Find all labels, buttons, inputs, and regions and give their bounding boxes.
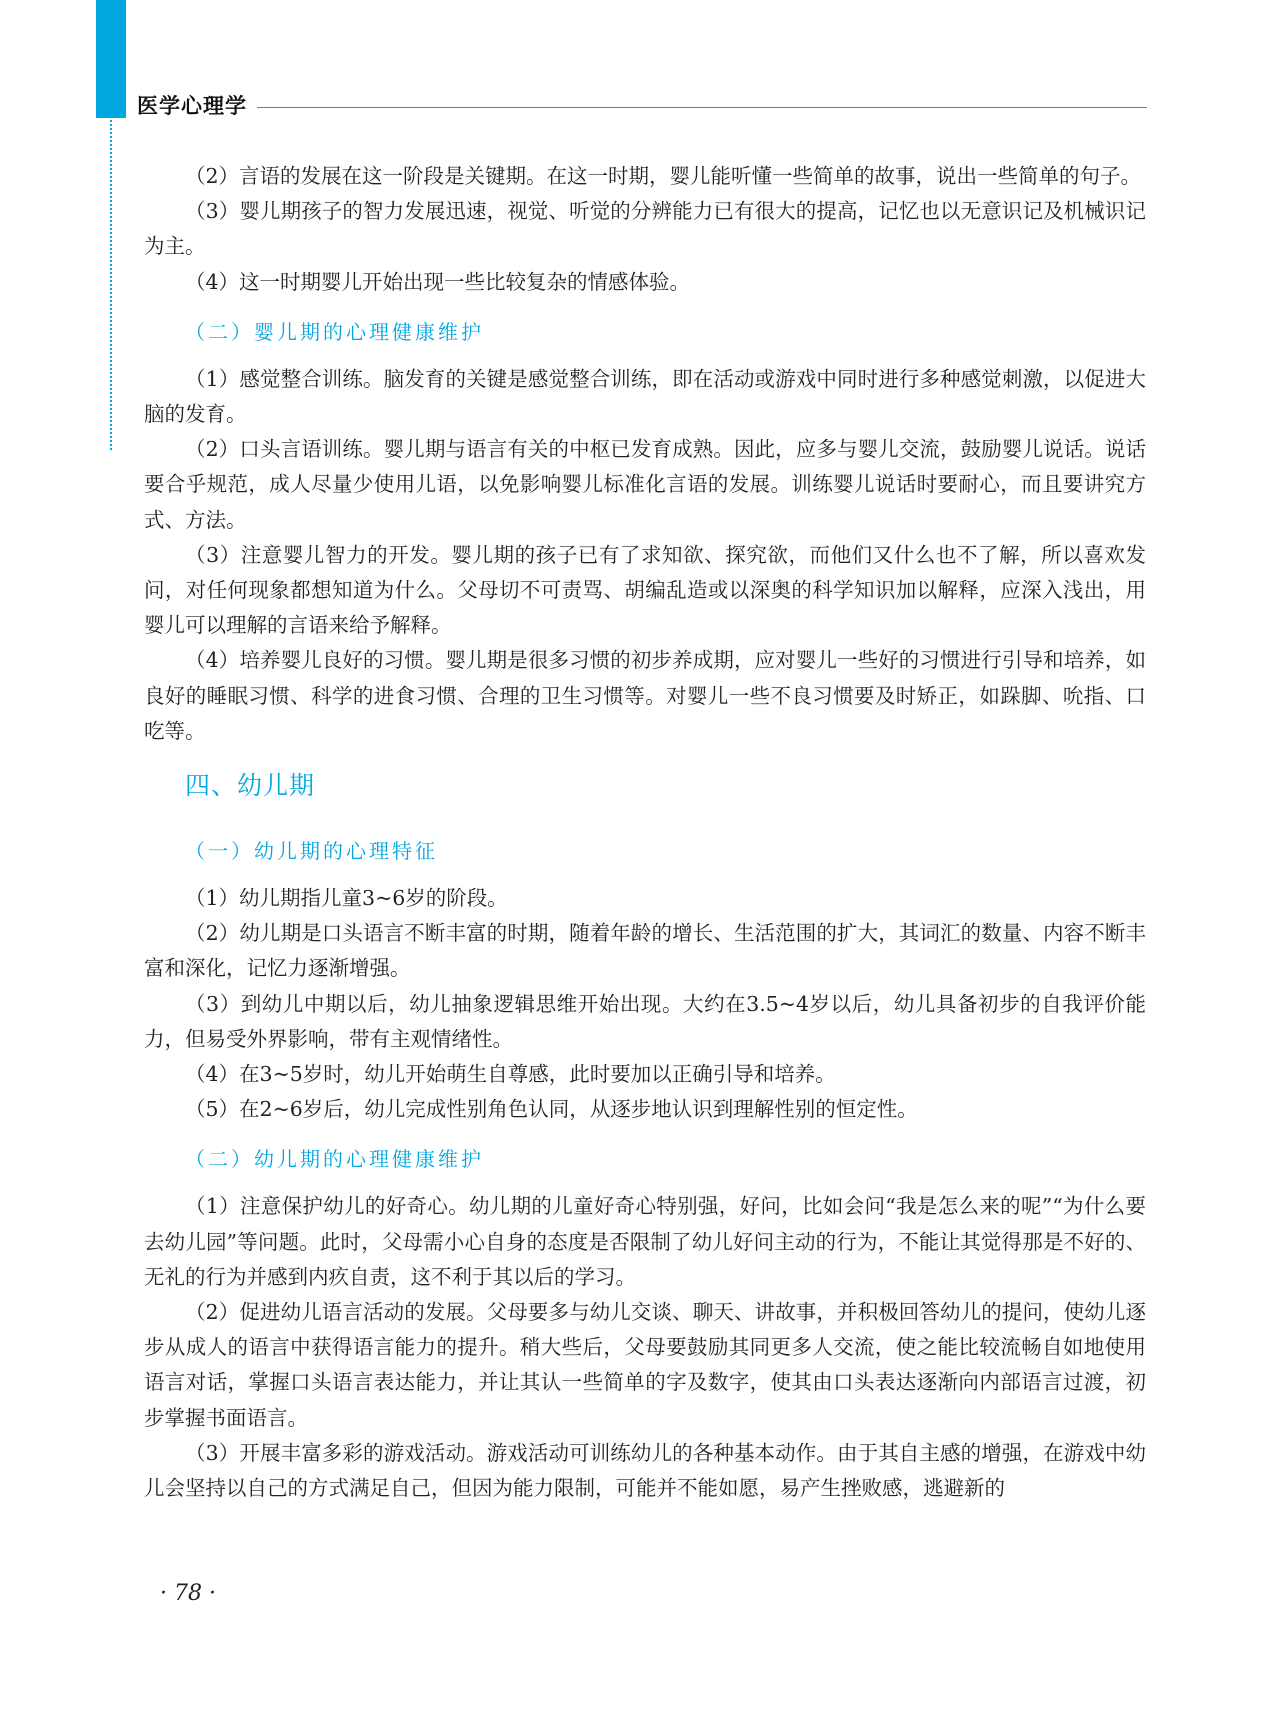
subheading-child-traits: （一）幼儿期的心理特征 [185, 839, 438, 864]
paragraph: （1）感觉整合训练。脑发育的关键是感觉整合训练，即在活动或游戏中同时进行多种感觉刺激，以促进大脑的发育。 [144, 366, 1146, 427]
page-body [144, 159, 1146, 1506]
paragraph: （3）婴儿期孩子的智力发展迅速，视觉、听觉的分辨能力已有很大的提高，记忆也以无意识记及机械识记为主。 [144, 199, 1146, 259]
book-title: 医学心理学 [137, 94, 247, 118]
page-number: · 78 · [160, 1581, 216, 1606]
header-accent-bar [96, 0, 126, 118]
header-rule [257, 107, 1147, 108]
paragraph: （3）到幼儿中期以后，幼儿抽象逻辑思维开始出现。大约在3.5~4岁以后，幼儿具备初步的自我评价能力，但易受外界影响，带有主观情绪性。 [144, 991, 1146, 1051]
paragraph: （5）在2~6岁后，幼儿完成性别角色认同，从逐步地认识到理解性别的恒定性。 [185, 1097, 918, 1122]
paragraph: （2）言语的发展在这一阶段是关键期。在这一时期，婴儿能听懂一些简单的故事，说出一些简单的句子。 [185, 164, 1142, 188]
section-heading: 四、幼儿期 [185, 771, 316, 801]
paragraph: （2）口头言语训练。婴儿期与语言有关的中枢已发育成熟。因此，应多与婴儿交流，鼓励婴儿说话。说话要合乎规范，成人尽量少使用儿语，以免影响婴儿标准化言语的发展。训练婴儿说话时要耐心，而且要讲究方式、方法。 [144, 437, 1146, 532]
paragraph: （4）在3~5岁时，幼儿开始萌生自尊感，此时要加以正确引导和培养。 [185, 1062, 836, 1087]
paragraph: （4）这一时期婴儿开始出现一些比较复杂的情感体验。 [185, 269, 691, 294]
paragraph: （2）幼儿期是口头语言不断丰富的时期，随着年龄的增长、生活范围的扩大，其词汇的数量、内容不断丰富和深化，记忆力逐渐增强。 [144, 921, 1146, 981]
paragraph: （3）注意婴儿智力的开发。婴儿期的孩子已有了求知欲、探究欲，而他们又什么也不了解，所以喜欢发问，对任何现象都想知道为什么。父母切不可责骂、胡编乱造或以深奥的科学知识加以解释，应深入浅出，用婴儿可以理解的言语来给予解释。 [144, 542, 1146, 638]
paragraph: （1）注意保护幼儿的好奇心。幼儿期的儿童好奇心特别强，好问，比如会问“我是怎么来的呢”“为什么要去幼儿园”等问题。此时，父母需小心自身的态度是否限制了幼儿好问主动的行为，不能让其觉得那是不好的、无礼的行为并感到内疚自责，这不利于其以后的学习。 [144, 1194, 1146, 1289]
subheading-child-care: （二）幼儿期的心理健康维护 [185, 1147, 484, 1172]
paragraph: （2）促进幼儿语言活动的发展。父母要多与幼儿交谈、聊天、讲故事，并积极回答幼儿的提问，使幼儿逐步从成人的语言中获得语言能力的提升。稍大些后，父母要鼓励其同更多人交流，使之能比较流畅自如地使用语言对话，掌握口头语言表达能力，并让其认一些简单的字及数字，使其由口头表达逐渐向内部语言过渡，初步掌握书面语言。 [144, 1300, 1146, 1430]
paragraph: （1）幼儿期指儿童3~6岁的阶段。 [185, 886, 508, 911]
subheading-infant-care: （二）婴儿期的心理健康维护 [185, 319, 484, 344]
margin-dotted-line [110, 120, 112, 450]
running-header [137, 92, 1147, 122]
paragraph: （3）开展丰富多彩的游戏活动。游戏活动可训练幼儿的各种基本动作。由于其自主感的增强，在游戏中幼儿会坚持以自己的方式满足自己，但因为能力限制，可能并不能如愿，易产生挫败感，逃避新的 [144, 1440, 1146, 1501]
paragraph: （4）培养婴儿良好的习惯。婴儿期是很多习惯的初步养成期，应对婴儿一些好的习惯进行引导和培养，如良好的睡眠习惯、科学的进食习惯、合理的卫生习惯等。对婴儿一些不良习惯要及时矫正，如跺脚、吮指、口吃等。 [144, 648, 1146, 743]
